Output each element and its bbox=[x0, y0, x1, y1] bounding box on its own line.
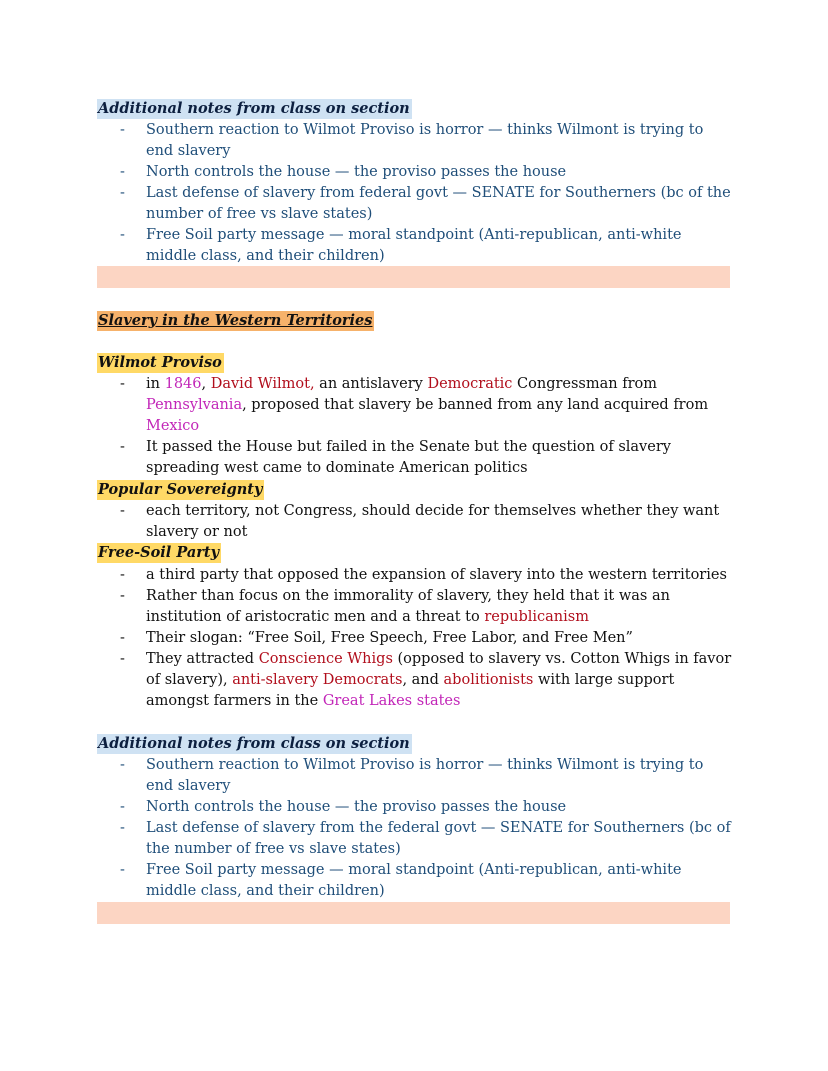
text-run: , proposed that slavery be banned from any land acquired from bbox=[242, 397, 709, 413]
list-item bbox=[0, 120, 828, 162]
text-run: in bbox=[146, 376, 165, 392]
bullet-dash: - bbox=[120, 820, 125, 836]
list-item-text bbox=[146, 651, 731, 709]
wilmot-proviso-list bbox=[0, 374, 828, 479]
term-group: anti-slavery Democrats bbox=[232, 672, 403, 688]
list-item-text: Free Soil party message — moral standpoint (Anti-republican, anti-white middle class, and their children) bbox=[146, 227, 682, 264]
section-heading-popular-sovereignty: Popular Sovereignty bbox=[98, 481, 263, 498]
list-item-text: Their slogan: “Free Soil, Free Speech, Free Labor, and Free Men” bbox=[146, 630, 633, 646]
bullet-dash: - bbox=[120, 588, 125, 604]
list-item-text: It passed the House but failed in the Senate but the question of slavery spreading west came to dominate American politics bbox=[146, 439, 671, 476]
bullet-dash: - bbox=[120, 630, 125, 646]
divider-band bbox=[97, 266, 730, 288]
list-item bbox=[0, 586, 828, 628]
section-heading-additional-notes-2: Additional notes from class on section bbox=[98, 735, 410, 752]
text-run: Rather than focus on the immorality of slavery, they held that it was an institution of aristocratic men and a threat to bbox=[146, 588, 670, 625]
term-place: Mexico bbox=[146, 418, 200, 434]
list-item-text: Southern reaction to Wilmot Proviso is horror — thinks Wilmont is trying to end slavery bbox=[146, 757, 704, 794]
text-run: , bbox=[201, 376, 211, 392]
section-heading-additional-notes-1: Additional notes from class on section bbox=[98, 100, 410, 117]
text-run: They attracted bbox=[146, 651, 259, 667]
list-item bbox=[0, 818, 828, 860]
text-run: with large support amongst farmers in the bbox=[146, 672, 675, 709]
bullet-dash: - bbox=[120, 503, 125, 519]
bullet-dash: - bbox=[120, 799, 125, 815]
bullet-dash: - bbox=[120, 567, 125, 583]
list-item-text: Last defense of slavery from federal govt — SENATE for Southerners (bc of the number of free vs slave states) bbox=[146, 185, 731, 222]
list-item bbox=[0, 501, 828, 543]
list-item-text: North controls the house — the proviso passes the house bbox=[146, 164, 567, 180]
list-item bbox=[0, 565, 828, 586]
bullet-dash: - bbox=[120, 227, 125, 243]
text-run: Congressman from bbox=[512, 376, 657, 392]
popular-sovereignty-list bbox=[0, 501, 828, 543]
bullet-dash: - bbox=[120, 757, 125, 773]
list-item-text: North controls the house — the proviso passes the house bbox=[146, 799, 567, 815]
term-place: Great Lakes states bbox=[322, 693, 461, 709]
bullet-dash: - bbox=[120, 164, 125, 180]
term-person: David Wilmot, bbox=[210, 376, 315, 392]
list-item bbox=[0, 797, 828, 818]
list-item-text bbox=[146, 588, 670, 625]
term-party: Democratic bbox=[427, 376, 513, 392]
list-item-text: Last defense of slavery from the federal govt — SENATE for Southerners (bc of the number of free vs slave states) bbox=[146, 820, 731, 857]
term-group: abolitionists bbox=[443, 672, 534, 688]
bullet-dash: - bbox=[120, 651, 125, 667]
list-item bbox=[0, 628, 828, 649]
free-soil-party-list bbox=[0, 565, 828, 712]
text-run: an antislavery bbox=[314, 376, 428, 392]
bullet-dash: - bbox=[120, 376, 125, 392]
term-year: 1846 bbox=[164, 376, 202, 392]
list-item-text bbox=[146, 376, 708, 434]
term-group: Conscience Whigs bbox=[258, 651, 393, 667]
section-heading-wilmot-proviso: Wilmot Proviso bbox=[98, 354, 222, 371]
list-item-text: Free Soil party message — moral standpoint (Anti-republican, anti-white middle class, and their children) bbox=[146, 862, 682, 899]
list-item bbox=[0, 374, 828, 437]
list-item-text: Southern reaction to Wilmot Proviso is horror — thinks Wilmont is trying to end slavery bbox=[146, 122, 704, 159]
divider-band bbox=[97, 902, 730, 924]
text-run: (opposed to slavery vs. Cotton Whigs in favor of slavery), bbox=[146, 651, 732, 688]
list-item bbox=[0, 162, 828, 183]
list-item bbox=[0, 860, 828, 902]
additional-notes-list-2 bbox=[0, 755, 828, 902]
section-heading-free-soil-party: Free-Soil Party bbox=[98, 544, 220, 561]
bullet-dash: - bbox=[120, 862, 125, 878]
list-item-text: each territory, not Congress, should decide for themselves whether they want slavery or not bbox=[146, 503, 720, 540]
text-run: , and bbox=[402, 672, 444, 688]
bullet-dash: - bbox=[120, 122, 125, 138]
list-item bbox=[0, 755, 828, 797]
page-title: Slavery in the Western Territories bbox=[98, 312, 373, 329]
term-place: Pennsylvania bbox=[146, 397, 243, 413]
list-item bbox=[0, 225, 828, 267]
bullet-dash: - bbox=[120, 439, 125, 455]
list-item bbox=[0, 649, 828, 712]
list-item bbox=[0, 183, 828, 225]
list-item bbox=[0, 437, 828, 479]
bullet-dash: - bbox=[120, 185, 125, 201]
list-item-text: a third party that opposed the expansion of slavery into the western territories bbox=[146, 567, 727, 583]
additional-notes-list-1 bbox=[0, 120, 828, 267]
term-concept: republicanism bbox=[484, 609, 589, 625]
